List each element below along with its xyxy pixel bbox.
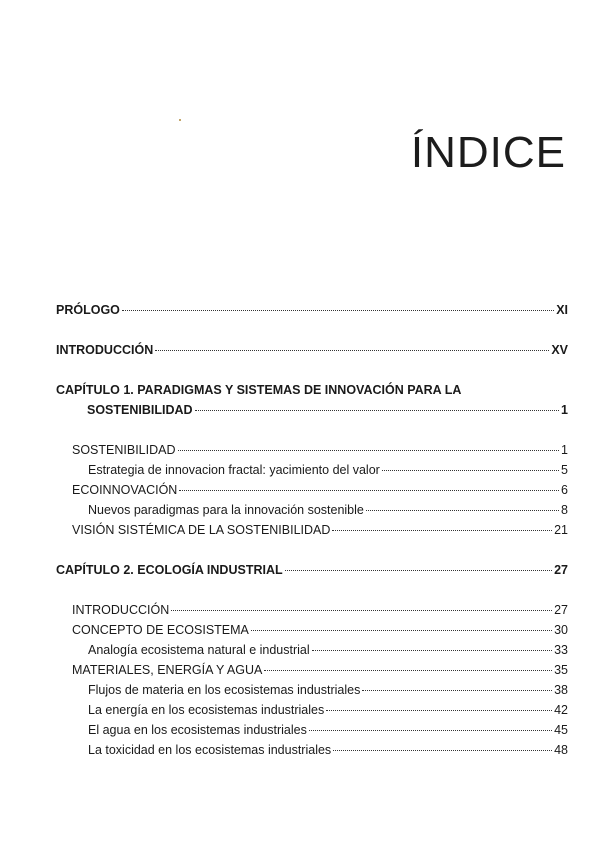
toc-entry-page: XV xyxy=(551,343,568,357)
dot-leader xyxy=(264,670,552,671)
chapter-1-title-line1: CAPÍTULO 1. PARADIGMAS Y SISTEMAS DE INNOVACIÓN PARA LA xyxy=(56,383,462,397)
dot-leader xyxy=(326,710,552,711)
toc-entry-page: 8 xyxy=(561,503,568,517)
dot-leader xyxy=(362,690,552,691)
toc-entry-text: Nuevos paradigmas para la innovación sostenible xyxy=(88,503,364,517)
dot-leader xyxy=(382,470,559,471)
toc-entry-text: Flujos de materia en los ecosistemas industriales xyxy=(88,683,361,697)
dot-leader xyxy=(312,650,552,651)
dot-leader xyxy=(285,570,552,571)
dot-leader xyxy=(195,410,559,411)
toc-entry-page: 27 xyxy=(554,603,568,617)
toc-entry[interactable] xyxy=(56,520,568,540)
dot-leader xyxy=(179,490,559,491)
dot-leader xyxy=(333,750,552,751)
toc-entry-text: ECOINNOVACIÓN xyxy=(72,483,178,497)
toc-entry-text: CAPÍTULO 2. ECOLOGÍA INDUSTRIAL xyxy=(56,563,283,577)
toc-entry-page: 6 xyxy=(561,483,568,497)
toc-entry-text: MATERIALES, ENERGÍA Y AGUA xyxy=(72,663,263,677)
toc-entry-text: SOSTENIBILIDAD xyxy=(72,443,176,457)
toc-entry-page: 21 xyxy=(554,523,568,537)
chapter-1-entries xyxy=(56,440,568,540)
toc-entry-text: INTRODUCCIÓN xyxy=(72,603,170,617)
toc-entry-page: 33 xyxy=(554,643,568,657)
toc-chapter-1[interactable] xyxy=(56,380,568,420)
toc-entry[interactable] xyxy=(56,740,568,760)
toc-entry[interactable] xyxy=(56,440,568,460)
dot-leader xyxy=(366,510,559,511)
toc-entry-text: SOSTENIBILIDAD xyxy=(87,403,193,417)
toc-entry[interactable] xyxy=(56,460,568,480)
toc-entry-page: 30 xyxy=(554,623,568,637)
toc-entry-text: VISIÓN SISTÉMICA DE LA SOSTENIBILIDAD xyxy=(72,523,331,537)
toc-entry[interactable] xyxy=(56,620,568,640)
toc-entry[interactable] xyxy=(56,600,568,620)
toc-entry-text: CONCEPTO DE ECOSISTEMA xyxy=(72,623,249,637)
toc-entry-text: PRÓLOGO xyxy=(56,303,120,317)
toc-chapter-2[interactable] xyxy=(56,560,568,580)
toc-entry-text: La energía en los ecosistemas industriales xyxy=(88,703,325,717)
toc-entry-page: 42 xyxy=(554,703,568,717)
toc-entry[interactable] xyxy=(56,700,568,720)
toc-entry-page: 5 xyxy=(561,463,568,477)
toc-entry-text: El agua en los ecosistemas industriales xyxy=(88,723,307,737)
toc-entry[interactable] xyxy=(56,500,568,520)
toc-entry-page: 1 xyxy=(561,443,568,457)
toc-entry[interactable] xyxy=(56,680,568,700)
toc-entry-page: 38 xyxy=(554,683,568,697)
toc-entry-page: 45 xyxy=(554,723,568,737)
toc-entry-page: 35 xyxy=(554,663,568,677)
table-of-contents xyxy=(56,300,568,760)
dot-leader xyxy=(332,530,552,531)
toc-entry-page: 1 xyxy=(561,403,568,417)
toc-entry-text: Estrategia de innovacion fractal: yacimiento del valor xyxy=(88,463,380,477)
toc-entry-page: 48 xyxy=(554,743,568,757)
chapter-2-entries xyxy=(56,600,568,760)
toc-entry-text: Analogía ecosistema natural e industrial xyxy=(88,643,310,657)
toc-entry[interactable] xyxy=(56,480,568,500)
toc-entry[interactable] xyxy=(56,720,568,740)
toc-entry-text: INTRODUCCIÓN xyxy=(56,343,154,357)
toc-entry-page: 27 xyxy=(554,563,568,577)
dot-leader xyxy=(309,730,552,731)
toc-entry-prologo[interactable] xyxy=(56,300,568,320)
toc-entry-introduccion[interactable] xyxy=(56,340,568,360)
dot-leader xyxy=(171,610,552,611)
toc-entry[interactable] xyxy=(56,640,568,660)
dot-leader xyxy=(178,450,560,451)
toc-entry-page: XI xyxy=(556,303,568,317)
dot-leader xyxy=(155,350,549,351)
chapter-1-title-line2 xyxy=(56,400,568,420)
dot-leader xyxy=(251,630,552,631)
toc-entry-text: La toxicidad en los ecosistemas industriales xyxy=(88,743,332,757)
toc-entry[interactable] xyxy=(56,660,568,680)
page-title: ÍNDICE xyxy=(410,128,566,177)
print-speck xyxy=(179,119,181,121)
dot-leader xyxy=(122,310,554,311)
